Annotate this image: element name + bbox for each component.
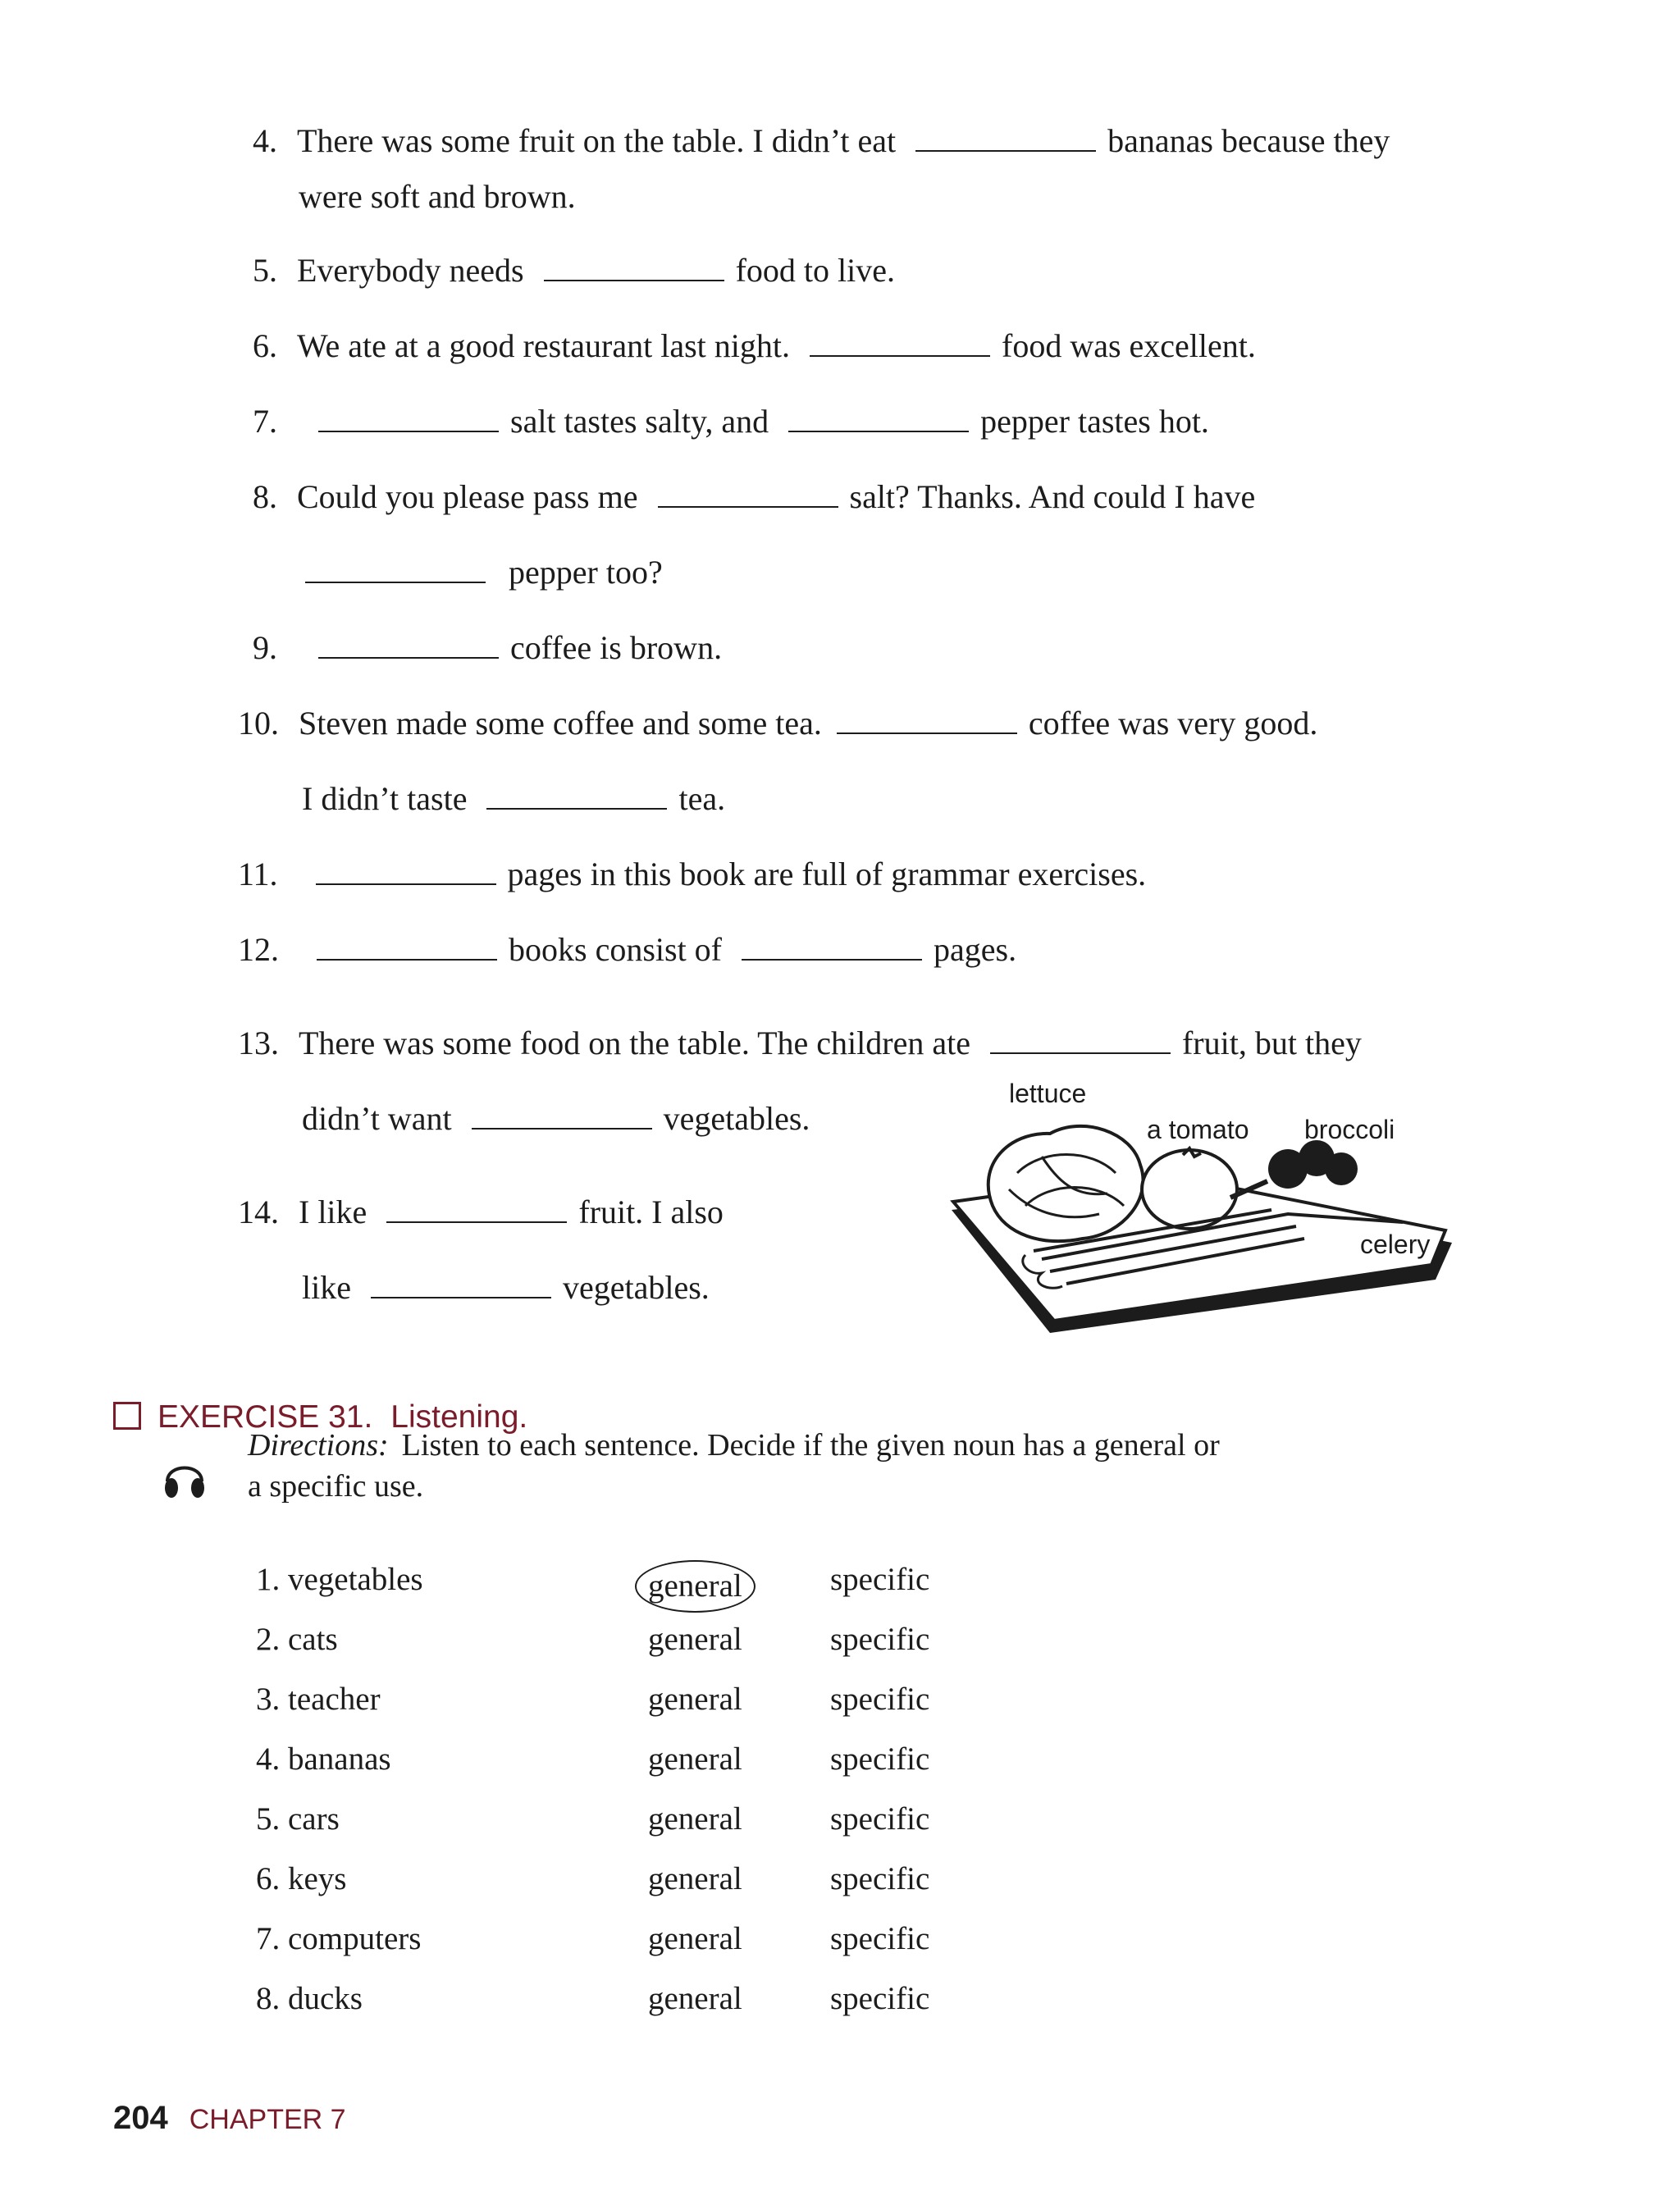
- general-option[interactable]: general: [648, 1741, 742, 1777]
- item-number-noun: 3. teacher: [256, 1682, 381, 1717]
- sentence-text: Everybody needs: [297, 252, 524, 289]
- exercise-item-7: [253, 402, 1209, 441]
- sentence-text: salt tastes salty, and: [510, 403, 769, 440]
- general-option[interactable]: general: [648, 1682, 742, 1717]
- general-option-selected[interactable]: general: [635, 1560, 756, 1613]
- sentence-text: food was excellent.: [1002, 327, 1256, 364]
- sentence-text: pages in this book are full of grammar exercises.: [507, 856, 1147, 892]
- tomato-label: a tomato: [1147, 1115, 1249, 1144]
- item-number-noun: 7. computers: [256, 1921, 422, 1956]
- answer-blank[interactable]: [810, 331, 990, 357]
- directions-text: Listen to each sentence. Decide if the given noun has a general or: [401, 1428, 1220, 1463]
- item-number-noun: 1. vegetables: [256, 1562, 423, 1597]
- exercise-item-11: [238, 855, 1146, 894]
- specific-option[interactable]: specific: [830, 1682, 930, 1717]
- sentence-text: Steven made some coffee and some tea.: [299, 705, 822, 742]
- sentence-text: We ate at a good restaurant last night.: [297, 327, 791, 364]
- page-number: 204: [113, 2100, 168, 2136]
- sentence-text: coffee was very good.: [1028, 705, 1318, 742]
- exercise-item-8-line2: [305, 553, 663, 592]
- specific-option[interactable]: specific: [830, 1981, 930, 2016]
- lettuce-drawing: [988, 1126, 1144, 1241]
- item-number: 9.: [253, 629, 277, 666]
- directions-text: a specific use.: [248, 1469, 424, 1504]
- item-number: 14.: [238, 1193, 279, 1230]
- item-number: 6.: [253, 327, 277, 364]
- general-option[interactable]: general: [648, 1622, 742, 1657]
- sentence-text: didn’t want: [302, 1100, 452, 1137]
- answer-blank[interactable]: [544, 255, 724, 281]
- item-number: 11.: [238, 856, 278, 892]
- vegetable-tray-illustration: [943, 1083, 1485, 1345]
- item-number-noun: 5. cars: [256, 1801, 340, 1837]
- sentence-text: pepper tastes hot.: [980, 403, 1209, 440]
- specific-option[interactable]: specific: [830, 1741, 930, 1777]
- chapter-label: CHAPTER 7: [189, 2104, 346, 2135]
- sentence-text: fruit. I also: [578, 1193, 724, 1230]
- specific-option[interactable]: specific: [830, 1622, 930, 1657]
- item-number: 7.: [253, 403, 277, 440]
- directions: [248, 1426, 1220, 1465]
- answer-blank[interactable]: [318, 632, 499, 659]
- directions-line2: [248, 1467, 423, 1506]
- answer-blank[interactable]: [742, 934, 922, 961]
- exercise-item-8: [253, 477, 1255, 517]
- list-item: [256, 1680, 994, 1723]
- sentence-text: food to live.: [735, 252, 896, 289]
- answer-blank[interactable]: [318, 406, 499, 432]
- sentence-text: There was some food on the table. The children ate: [299, 1025, 970, 1061]
- answer-blank[interactable]: [658, 481, 838, 508]
- item-number: 8.: [253, 478, 277, 515]
- checkbox-icon: [113, 1402, 141, 1430]
- sentence-text: were soft and brown.: [299, 178, 576, 215]
- exercise-item-14: [238, 1193, 724, 1232]
- item-number: 13.: [238, 1025, 279, 1061]
- answer-blank[interactable]: [317, 934, 497, 961]
- headphones-icon: [161, 1452, 208, 1501]
- item-number-noun: 6. keys: [256, 1861, 347, 1896]
- sentence-text: pepper too?: [509, 554, 663, 591]
- item-number: 12.: [238, 931, 279, 968]
- list-item: [256, 1800, 994, 1842]
- sentence-text: bananas because they: [1107, 122, 1390, 159]
- exercise-item-13: [238, 1024, 1362, 1063]
- sentence-text: There was some fruit on the table. I didn’t eat: [297, 122, 897, 159]
- answer-blank[interactable]: [837, 708, 1017, 734]
- answer-blank[interactable]: [371, 1272, 551, 1298]
- sentence-text: I like: [299, 1193, 368, 1230]
- sentence-text: Could you please pass me: [297, 478, 638, 515]
- specific-option[interactable]: specific: [830, 1861, 930, 1896]
- sentence-text: coffee is brown.: [510, 629, 723, 666]
- exercise-title: Listening.: [390, 1399, 528, 1435]
- exercise-label: EXERCISE 31.: [158, 1399, 373, 1435]
- page-footer: [113, 2100, 346, 2137]
- celery-label: celery: [1360, 1230, 1431, 1259]
- sentence-text: vegetables.: [663, 1100, 810, 1137]
- answer-blank[interactable]: [472, 1103, 652, 1130]
- exercise-item-5: [253, 251, 895, 290]
- general-option[interactable]: general: [648, 1861, 742, 1896]
- specific-option[interactable]: specific: [830, 1921, 930, 1956]
- broccoli-label: broccoli: [1304, 1115, 1395, 1144]
- exercise-item-12: [238, 930, 1016, 970]
- general-option[interactable]: general: [648, 1981, 742, 2016]
- list-item: [256, 1560, 994, 1603]
- general-option[interactable]: general: [648, 1921, 742, 1956]
- exercise-item-14-line2: [302, 1268, 710, 1307]
- item-number-noun: 4. bananas: [256, 1741, 391, 1777]
- specific-option[interactable]: specific: [830, 1562, 930, 1597]
- exercise-item-4-line2: [299, 177, 576, 217]
- exercise-item-9: [253, 628, 722, 668]
- item-number: 10.: [238, 705, 279, 742]
- exercise-item-4: [253, 121, 1390, 161]
- list-item: [256, 1919, 994, 1962]
- general-option[interactable]: general: [648, 1801, 742, 1837]
- answer-blank[interactable]: [915, 126, 1096, 152]
- sentence-text: pages.: [934, 931, 1017, 968]
- item-number: 5.: [253, 252, 277, 289]
- sentence-text: tea.: [678, 780, 726, 817]
- item-number-noun: 8. ducks: [256, 1981, 363, 2016]
- item-number: 4.: [253, 122, 277, 159]
- sentence-text: salt? Thanks. And could I have: [849, 478, 1256, 515]
- specific-option[interactable]: specific: [830, 1801, 930, 1837]
- sentence-text: books consist of: [509, 931, 722, 968]
- list-item: [256, 1979, 994, 2022]
- lettuce-label: lettuce: [1009, 1083, 1087, 1108]
- list-item: [256, 1740, 994, 1782]
- answer-blank[interactable]: [386, 1197, 567, 1223]
- sentence-text: fruit, but they: [1181, 1025, 1362, 1061]
- list-item: [256, 1620, 994, 1663]
- answer-blank[interactable]: [486, 783, 667, 810]
- answer-blank[interactable]: [316, 859, 496, 885]
- exercise-item-10-line2: [302, 779, 725, 819]
- directions-label: Directions:: [248, 1428, 389, 1463]
- broccoli-drawing: [1230, 1140, 1358, 1198]
- sentence-text: like: [302, 1269, 351, 1306]
- answer-blank[interactable]: [990, 1028, 1171, 1054]
- exercise-item-6: [253, 326, 1256, 366]
- sentence-text: I didn’t taste: [302, 780, 468, 817]
- answer-blank[interactable]: [788, 406, 969, 432]
- list-item: [256, 1860, 994, 1902]
- sentence-text: vegetables.: [562, 1269, 710, 1306]
- item-number-noun: 2. cats: [256, 1622, 338, 1657]
- exercise-item-13-line2: [302, 1099, 810, 1139]
- answer-blank[interactable]: [305, 557, 486, 583]
- exercise-item-10: [238, 704, 1317, 743]
